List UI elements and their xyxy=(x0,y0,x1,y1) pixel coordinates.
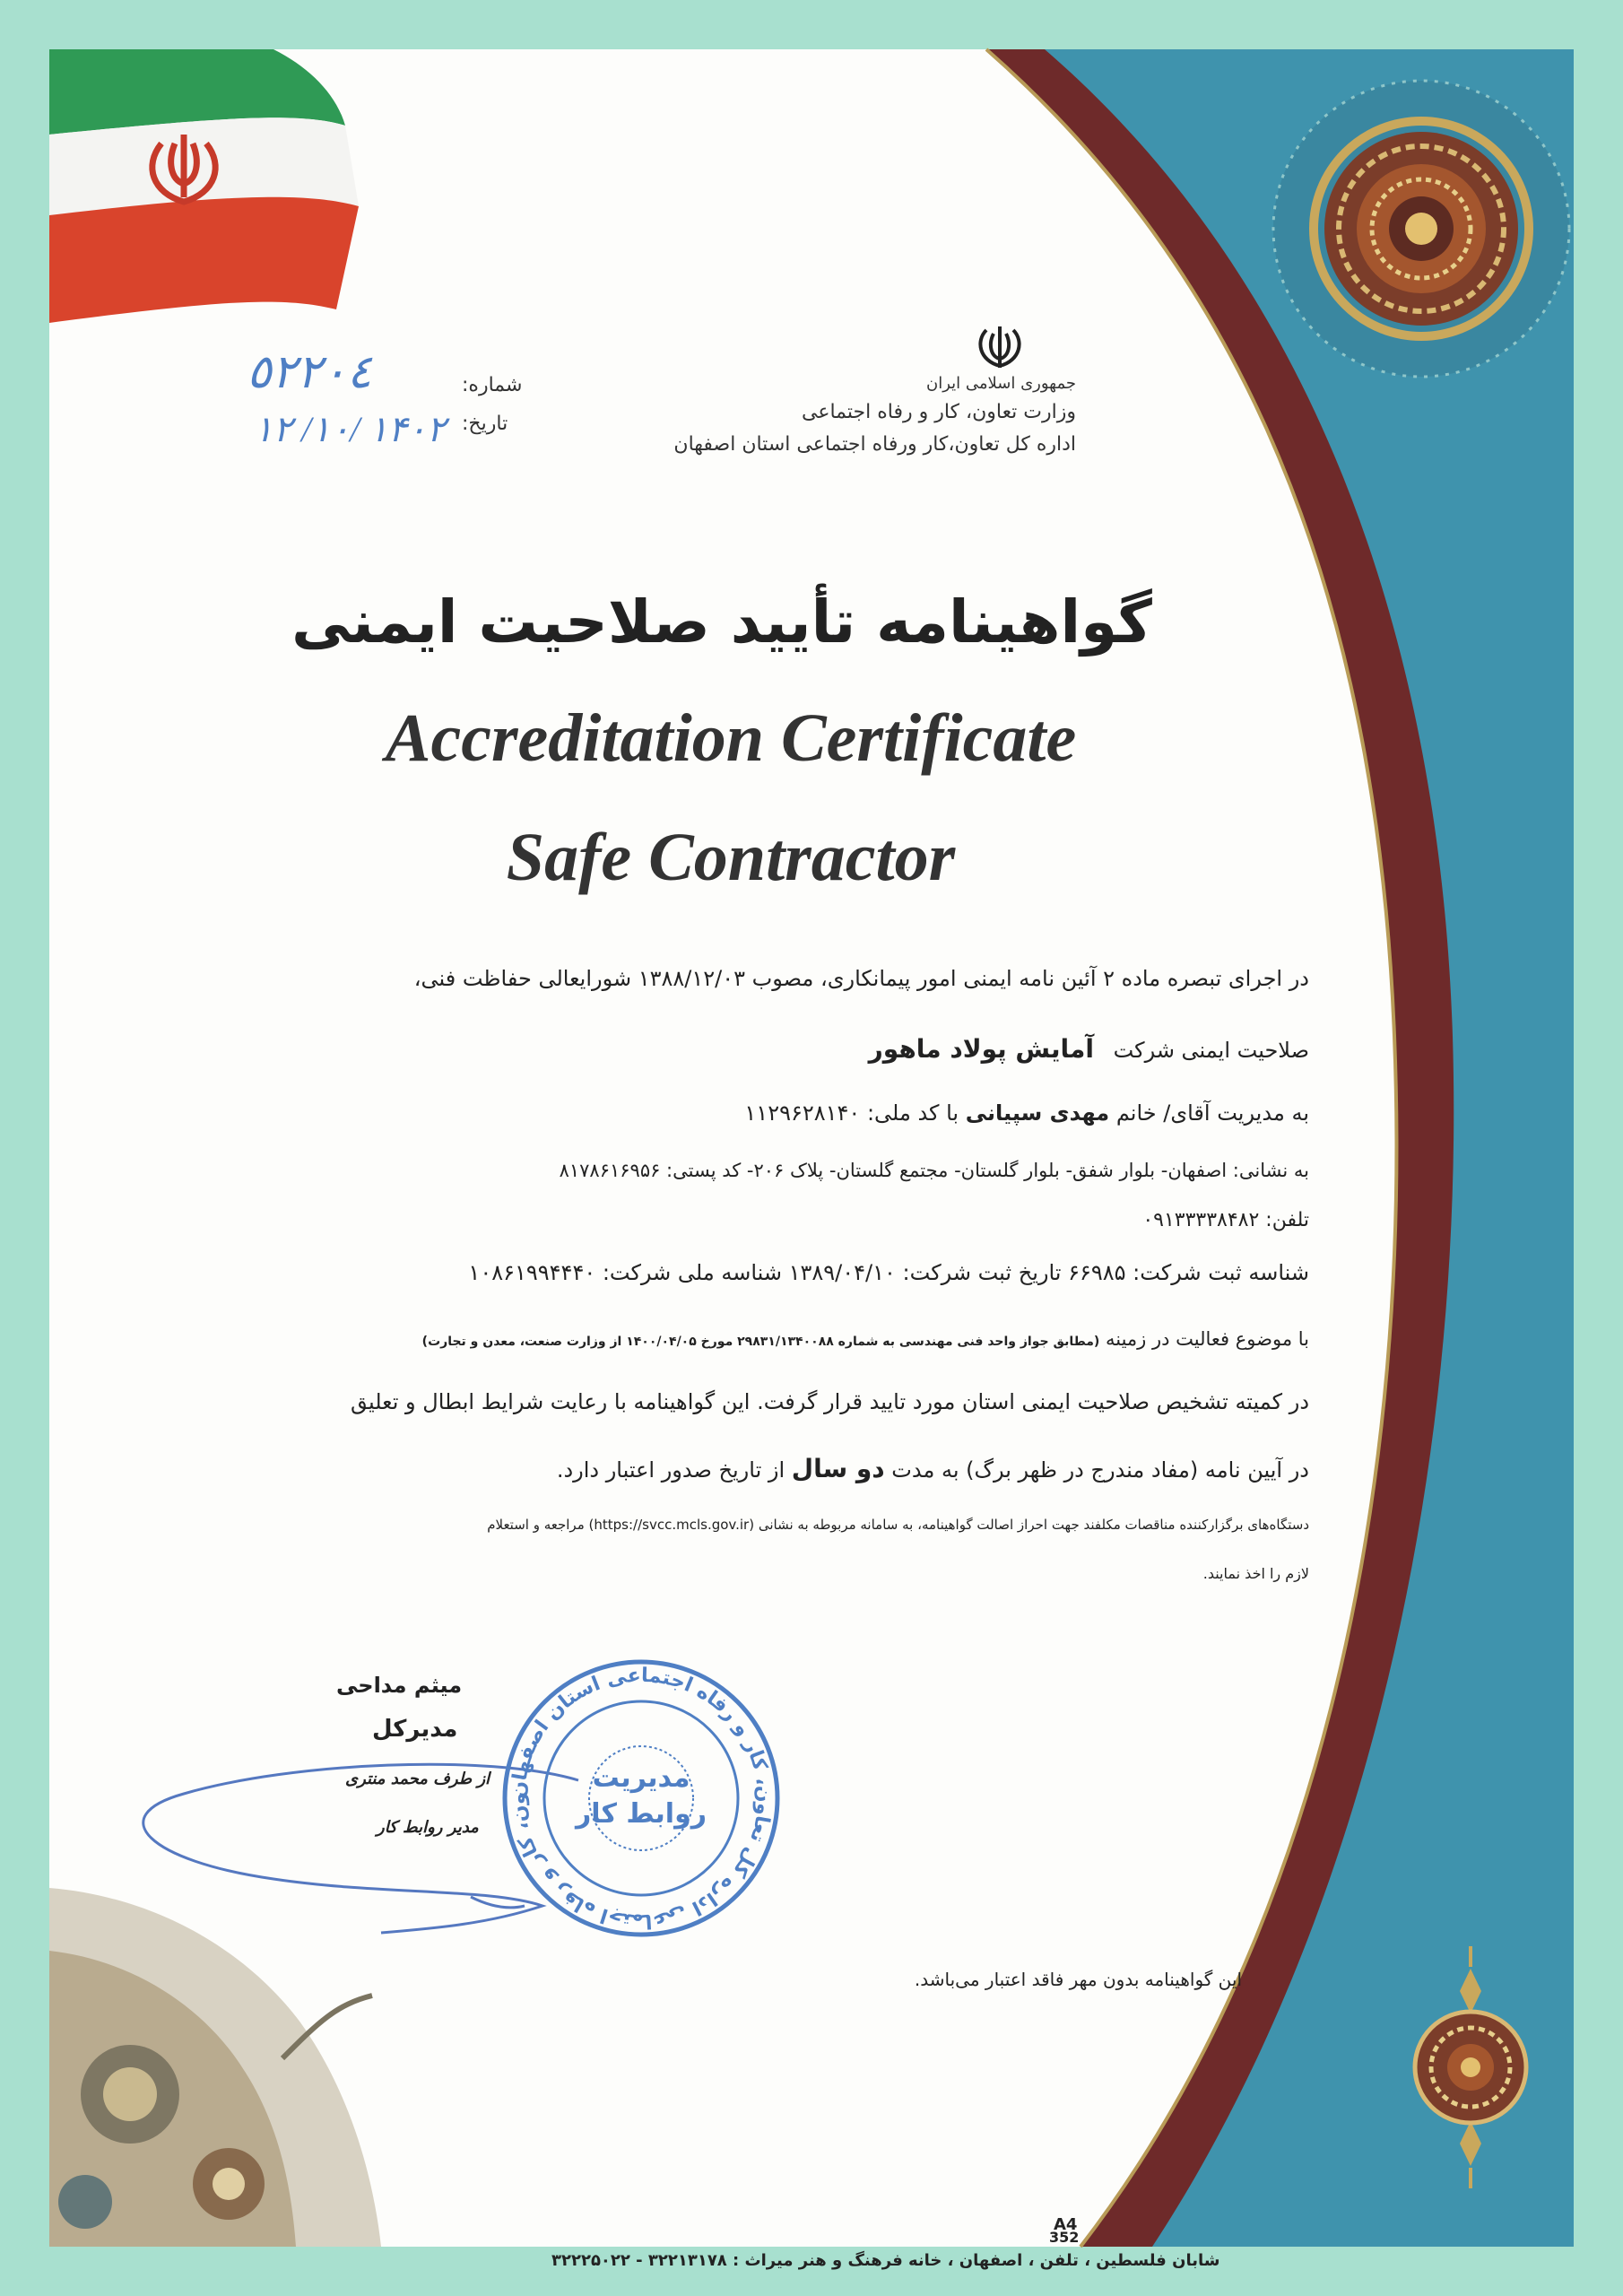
verify-line-1: دستگاه‌های برگزارکننده مناقصات مکلفند جهت احراز اصالت گواهینامه، به سامانه مربوطه به نشانی (https://svcc.mcls.gov.ir) مراجعه و استعلام xyxy=(487,1517,1309,1533)
validity-suffix: از تاریخ صدور اعتبار دارد. xyxy=(556,1457,785,1483)
body-line-2 xyxy=(869,1034,1309,1064)
paper-size: A4 xyxy=(1054,2215,1078,2234)
number-value: ٥٢٢٠٤ xyxy=(247,347,372,398)
republic-name: جمهوری اسلامی ایران xyxy=(926,374,1076,393)
date-value: ۱۴۰۲ /۱۰/ ۱۲ xyxy=(254,409,447,449)
body-line-1: در اجرای تبصره ماده ۲ آئین نامه ایمنی امور پیمانکاری، مصوب ۱۳۸۸/۱۲/۰۳ شورایعالی حفاظت فنی، xyxy=(413,966,1309,991)
committee-line: در کمیته تشخیص صلاحیت ایمنی استان مورد تایید قرار گرفت. این گواهینامه با رعایت شرایط ابطال و تعلیق xyxy=(350,1389,1309,1414)
national-code: با کد ملی: ۱۱۲۹۶۲۸۱۴۰ xyxy=(744,1100,959,1126)
activity-label: با موضوع فعالیت در زمینه xyxy=(1106,1328,1309,1350)
iran-flag xyxy=(49,49,359,323)
activity-detail: (مطابق جواز واحد فنی مهندسی به شماره ۲۹۸۳۱/۱۳۴۰۰۸۸ مورخ ۱۴۰۰/۰۴/۰۵ از وزارت صنعت، معدن و تجارت) xyxy=(421,1335,1100,1349)
department-name: اداره کل تعاون،کار ورفاه اجتماعی استان اصفهان xyxy=(673,433,1076,456)
validity-notice: این گواهینامه بدون مهر فاقد اعتبار می‌باشد. xyxy=(914,1969,1242,1990)
medallion-top xyxy=(1273,81,1569,377)
certificate-page xyxy=(49,49,1574,2270)
manager-name: مهدی سپیانی xyxy=(965,1100,1110,1126)
iran-emblem-icon xyxy=(968,323,1031,372)
verify-line-2: لازم را اخذ نمایند. xyxy=(1202,1565,1309,1582)
validity-duration: دو سال xyxy=(791,1454,885,1483)
address-line: به نشانی: اصفهان- بلوار شفق- بلوار گلستان- مجتمع گلستان- پلاک ۲۰۶- کد پستی: ۸۱۷۸۶۱۶۹۵۶ xyxy=(559,1160,1309,1181)
ministry-name: وزارت تعاون، کار و رفاه اجتماعی xyxy=(801,401,1076,423)
title-en-line2: Safe Contractor xyxy=(506,820,956,895)
validity-line xyxy=(557,1454,1309,1483)
stamp-ring-text: ون، کار و رفاه اجتماعی اداره کل تعاون، کار و رفاه اجتماعی استان اصفهان xyxy=(507,1664,776,1933)
phone-line: تلفن: ۰۹۱۳۳۳۳۸۴۸۲ xyxy=(1142,1209,1309,1231)
company-name: آمایش پولاد ماهور xyxy=(868,1034,1094,1064)
activity-line xyxy=(422,1328,1309,1350)
print-info: ۳۲۲۲۵۰۲۲ - ۳۲۲۱۳۱۷۸ : شابان فلسطین ، تلفن ، اصفهان ، خانه فرهنگ و هنر میراث xyxy=(551,2251,1220,2270)
stamp-center-line1: مدیریت xyxy=(592,1762,690,1794)
date-label: تاریخ: xyxy=(462,413,508,435)
on-behalf-position: مدیر روابط کار xyxy=(377,1818,479,1837)
manager-label: به مدیریت آقای/ خانم xyxy=(1115,1100,1309,1126)
stamp-center-line2: روابط کار xyxy=(575,1798,707,1830)
number-label: شماره: xyxy=(462,374,523,396)
signer-name: میثم مداحی xyxy=(336,1673,463,1698)
registration-line: شناسه ثبت شرکت: ۶۶۹۸۵ تاریخ ثبت شرکت: ۱۳۸۹/۰۴/۱۰ شناسه ملی شرکت: ۱۰۸۶۱۹۹۴۴۴۰ xyxy=(468,1260,1309,1285)
paper-code: 352 xyxy=(1049,2229,1080,2246)
official-stamp xyxy=(498,1655,785,1942)
on-behalf: از طرف محمد منتری xyxy=(345,1770,490,1788)
body-line-3 xyxy=(744,1100,1309,1126)
title-fa: گواهینامه تأیید صلاحیت ایمنی xyxy=(291,587,1152,657)
signer-position: مدیرکل xyxy=(372,1716,458,1743)
title-en-line1: Accreditation Certificate xyxy=(385,700,1077,776)
validity-prefix: در آیین نامه (مفاد مندرج در ظهر برگ) به مدت xyxy=(891,1457,1309,1483)
company-label: صلاحیت ایمنی شرکت xyxy=(1113,1038,1309,1063)
